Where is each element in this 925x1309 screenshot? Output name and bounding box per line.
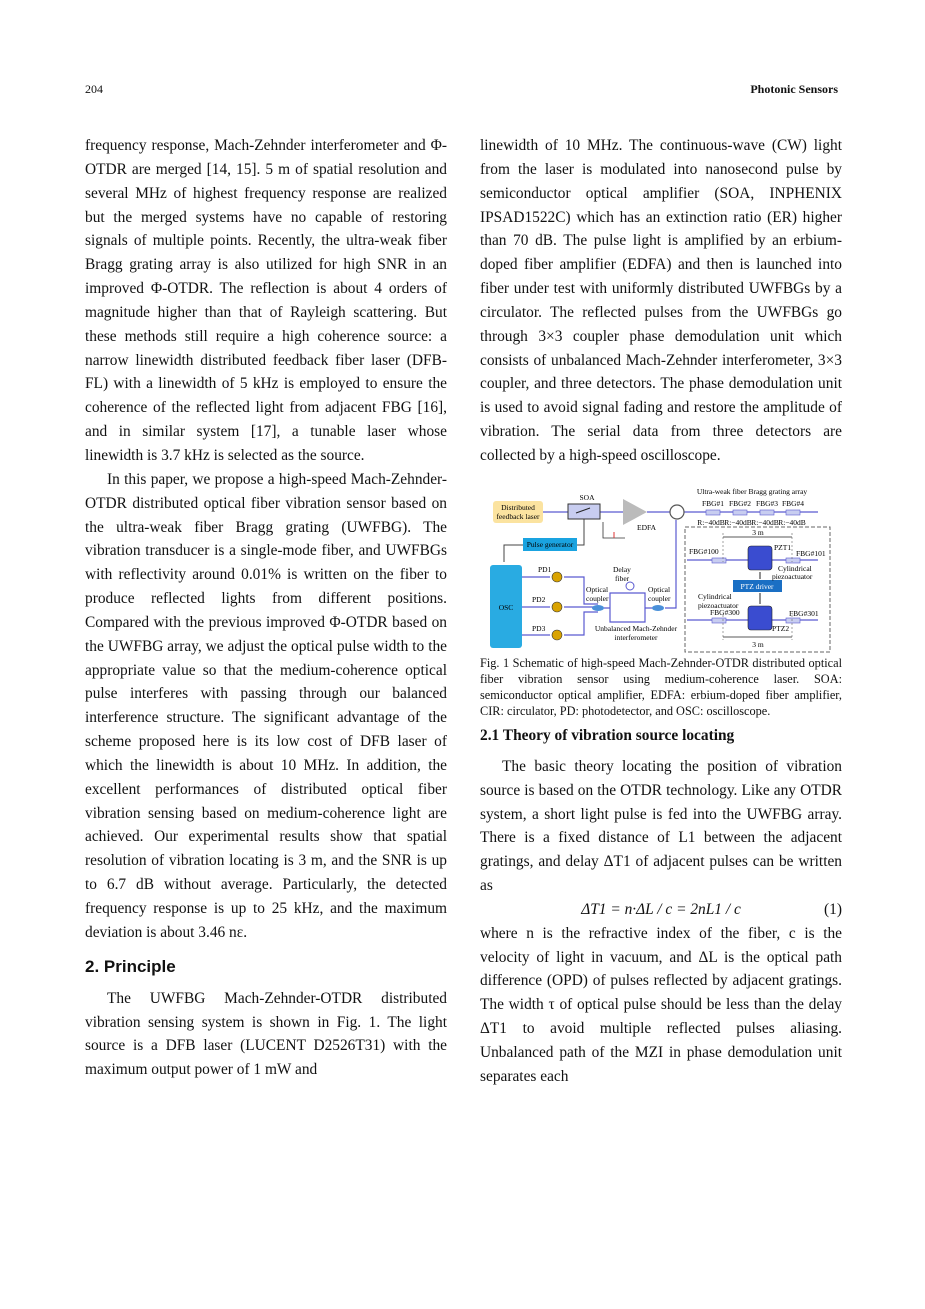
edfa-label: EDFA [637,522,657,532]
piezo-label: Cylindrical [698,591,732,601]
coupler-label: coupler [648,593,671,603]
pd-label: PD1 [538,564,552,574]
delay-label: Delay [613,564,631,574]
laser-label: feedback laser [496,511,540,521]
paragraph: frequency response, Mach-Zehnder interferometer and Φ-OTDR are merged [14, 15]. 5 m of spatial resolution and several MHz of highest frequency response are realized but the merged systems have no capable of restoring signals of multiple points. Recently, the ultra-weak fiber Bragg grating array is also utilized for high SNR in an improved Φ-OTDR. The reflection is about 4 orders of magnitude higher than that of Rayleigh scattering. But these methods still require a high coherence source: a narrow linewidth distributed feedback fiber laser (DFB-FL) with a linewidth of 5 kHz is employed to ensure the coherence of the reflected light from adjacent FBG [16], and in similar system [17], a tunable laser whose linewidth is 3.7 kHz is selected as the source. [85,137,447,464]
paragraph: The UWFBG Mach-Zehnder-OTDR distributed vibration sensing system is shown in Fig. 1. The light source is a DFB laser (LUCENT D2526T31) with the maximum output power of 1 mW and [85,989,447,1079]
fbg-label: FBG#101 [796,548,826,558]
journal-name: Photonic Sensors [750,82,838,96]
figure-caption: Fig. 1 Schematic of high-speed Mach-Zehnder-OTDR distributed optical fiber vibration sensor using medium-coherence laser. SOA: semiconductor optical amplifier, EDFA: erbium-doped fiber amplifier, CIR: circulator, PD: photodetector, and OSC: oscilloscope. [480,655,842,718]
mzi-label: interferometer [614,632,658,642]
paragraph: where n is the refractive index of the fiber, c is the velocity of light in vacuum, and ΔL is the optical path difference (OPD) of pulses reflected by adjacent gratings. The width τ of optical pulse should be less than the delay ΔT1 to avoid multiple reflected pulses aliasing. Unbalanced path of the MZI in phase demodulation unit separates each [480,924,842,1085]
piezo-label: piezoactuator [772,571,813,581]
reflectivity-label: R:−40dB [778,517,806,527]
fbg-label: FBG#100 [689,546,719,556]
paragraph: The basic theory locating the position of vibration source is based on the OTDR technology. Like any OTDR system, a short light pulse is fed into the UWFBG array. There is a fixed distance of L1 between the adjacent gratings, and delay ΔT1 of adjacent pulses can be written as [480,757,842,895]
mzi-label: Unbalanced Mach-Zehnder [594,623,678,633]
right-column [480,134,842,1089]
driver-label: PTZ driver [740,581,774,591]
coupler-label: Optical [586,584,609,594]
delay-label: fiber [615,573,630,583]
reflectivity-label: R:−40dB [751,517,779,527]
figure-1-schematic [480,480,850,655]
circulator-icon [670,505,684,519]
fbg-label: FBG#1 [701,498,725,508]
fbg-label: FBG#4 [781,498,805,508]
pd-label: PD2 [532,594,546,604]
equation-number: (1) [824,900,842,918]
left-column [85,134,447,1082]
array-label: Ultra-weak fiber Bragg grating array [696,486,808,496]
pd-label: PD3 [532,623,546,633]
soa-label: SOA [579,492,595,502]
page-number: 204 [85,82,103,96]
piezo-label: piezoactuator [698,600,739,610]
osc-label: OSC [498,602,514,612]
section-heading: 2. Principle [85,956,176,976]
reflectivity-label: R:−40dB [697,517,725,527]
paragraph: linewidth of 10 MHz. The continuous-wave (CW) light from the laser is modulated into nanosecond pulse by semiconductor optical amplifier (SOA, INPHENIX IPSAD1522C) which has an extinction ratio (ER) higher than 70 dB. The pulse light is amplified by an erbium-doped fiber amplifier (EDFA) and then is launched into fiber under test with uniformly distributed UWFBGs by a circulator. The reflected pulses from the UWFBGs go through 3×3 coupler phase demodulation unit which consists of unbalanced Mach-Zehnder interferometer, 3×3 coupler, and three detectors. The phase demodulation unit is used to avoid signal fading and restore the amplitude of vibration. The serial data from three detectors are collected by a high-speed oscilloscope. [480,137,842,464]
paragraph: In this paper, we propose a high-speed Mach-Zehnder-OTDR distributed optical fiber vibration sensor based on the ultra-weak fiber Bragg grating (UWFBG). The vibration transducer is a single-mode fiber, and UWFBGs with reflectivity around 0.01% is written on the fiber to produce reflected lights from different positions. Compared with the previous improved Φ-OTDR based on the UWFBG array, we adjust the optical pulse width to the appropriate value so that the medium-coherence optical pulse interferes with passing through our balanced interference structure. The significant advantage of the scheme proposed here is its low cost of DFB laser of which the linewidth is about 10 MHz. In addition, the excellent performances of distributed optical fiber vibration sensing based on medium-coherence light are achieved. Our experimental results show that spatial resolution of vibration locating is 3 m, and the SNR is up to 6.7 dB without average. Particularly, the detected frequency response is up to 25 kHz, and the maximum deviation is about 3.46 nε. [85,470,447,941]
piezo-label: Cylindrical [778,563,812,573]
coupler-label: coupler [586,593,609,603]
fbg-label: FBG#300 [710,607,740,617]
distance-label: 3 m [752,527,764,537]
subsection-heading: 2.1 Theory of vibration source locating [480,726,735,744]
fbg-label: FBG#3 [755,498,779,508]
fbg-label: FBG#2 [728,498,752,508]
laser-label: Distributed [501,502,535,512]
equation-1 [480,898,842,922]
equation: ΔT1 = n·ΔL / c = 2nL1 / c [581,900,741,918]
coupler-label: Optical [648,584,671,594]
pzt-label: PTZ2 [772,623,790,633]
reflectivity-label: R:−40dB [724,517,752,527]
fbg-label: FBG#301 [789,608,819,618]
pulse-generator-label: Pulse generator [526,539,574,549]
distance-label: 3 m [752,639,764,649]
pzt-label: PZT1 [774,542,792,552]
